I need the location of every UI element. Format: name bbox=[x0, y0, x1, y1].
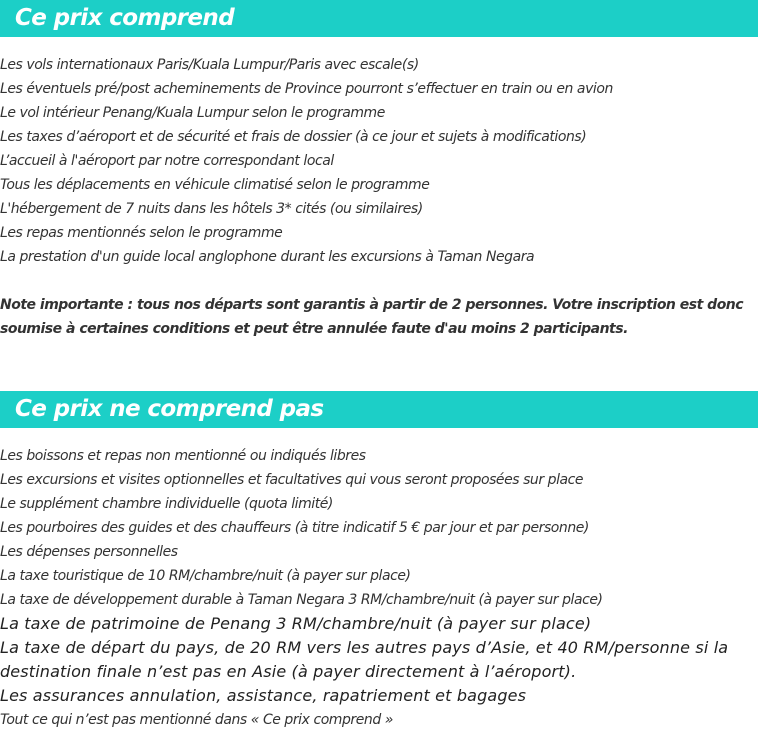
included-section-title: Ce prix comprend bbox=[15, 5, 235, 31]
included-item: Les éventuels pré/post acheminements de Province pourront s’effectuer en train ou en avion bbox=[0, 81, 613, 97]
excluded-item: Les boissons et repas non mentionné ou indiqués libres bbox=[0, 448, 366, 464]
excluded-item: La taxe de patrimoine de Penang 3 RM/chambre/nuit (à payer sur place) bbox=[0, 614, 592, 633]
included-item: Les repas mentionnés selon le programme bbox=[0, 225, 283, 241]
included-item: L'hébergement de 7 nuits dans les hôtels 3* cités (ou similaires) bbox=[0, 201, 423, 217]
important-note: Note importante : tous nos départs sont garantis à partir de 2 personnes. Votre inscription est donc soumise à certaines conditions et peut être annulée faute d'au moins 2 participants. bbox=[0, 297, 744, 337]
excluded-item: La taxe de développement durable à Taman Negara 3 RM/chambre/nuit (à payer sur place) bbox=[0, 592, 603, 608]
included-item: La prestation d'un guide local anglophone durant les excursions à Taman Negara bbox=[0, 249, 535, 265]
excluded-item: Les assurances annulation, assistance, rapatriement et bagages bbox=[0, 686, 527, 705]
excluded-section-header bbox=[0, 391, 758, 428]
included-item: L’accueil à l'aéroport par notre correspondant local bbox=[0, 153, 334, 169]
included-list bbox=[0, 53, 613, 269]
included-item: Tous les déplacements en véhicule climatisé selon le programme bbox=[0, 177, 430, 193]
included-item: Le vol intérieur Penang/Kuala Lumpur selon le programme bbox=[0, 105, 385, 121]
included-section-header bbox=[0, 0, 758, 37]
excluded-item: Le supplément chambre individuelle (quota limité) bbox=[0, 496, 333, 512]
excluded-item: Tout ce qui n’est pas mentionné dans « Ce prix comprend » bbox=[0, 712, 393, 728]
excluded-item: Les dépenses personnelles bbox=[0, 544, 178, 560]
excluded-item: Les pourboires des guides et des chauffeurs (à titre indicatif 5 € par jour et par personne) bbox=[0, 520, 589, 536]
excluded-item: La taxe touristique de 10 RM/chambre/nuit (à payer sur place) bbox=[0, 568, 411, 584]
included-item: Les vols internationaux Paris/Kuala Lumpur/Paris avec escale(s) bbox=[0, 57, 419, 73]
excluded-section-title: Ce prix ne comprend pas bbox=[15, 396, 324, 422]
excluded-item: Les excursions et visites optionnelles et facultatives qui vous seront proposées sur place bbox=[0, 472, 584, 488]
included-item: Les taxes d’aéroport et de sécurité et frais de dossier (à ce jour et sujets à modifications) bbox=[0, 129, 587, 145]
excluded-list bbox=[0, 444, 740, 732]
excluded-item: La taxe de départ du pays, de 20 RM vers les autres pays d’Asie, et 40 RM/personne si la destination finale n’est pas en Asie (à payer directement à l’aéroport). bbox=[0, 638, 729, 681]
